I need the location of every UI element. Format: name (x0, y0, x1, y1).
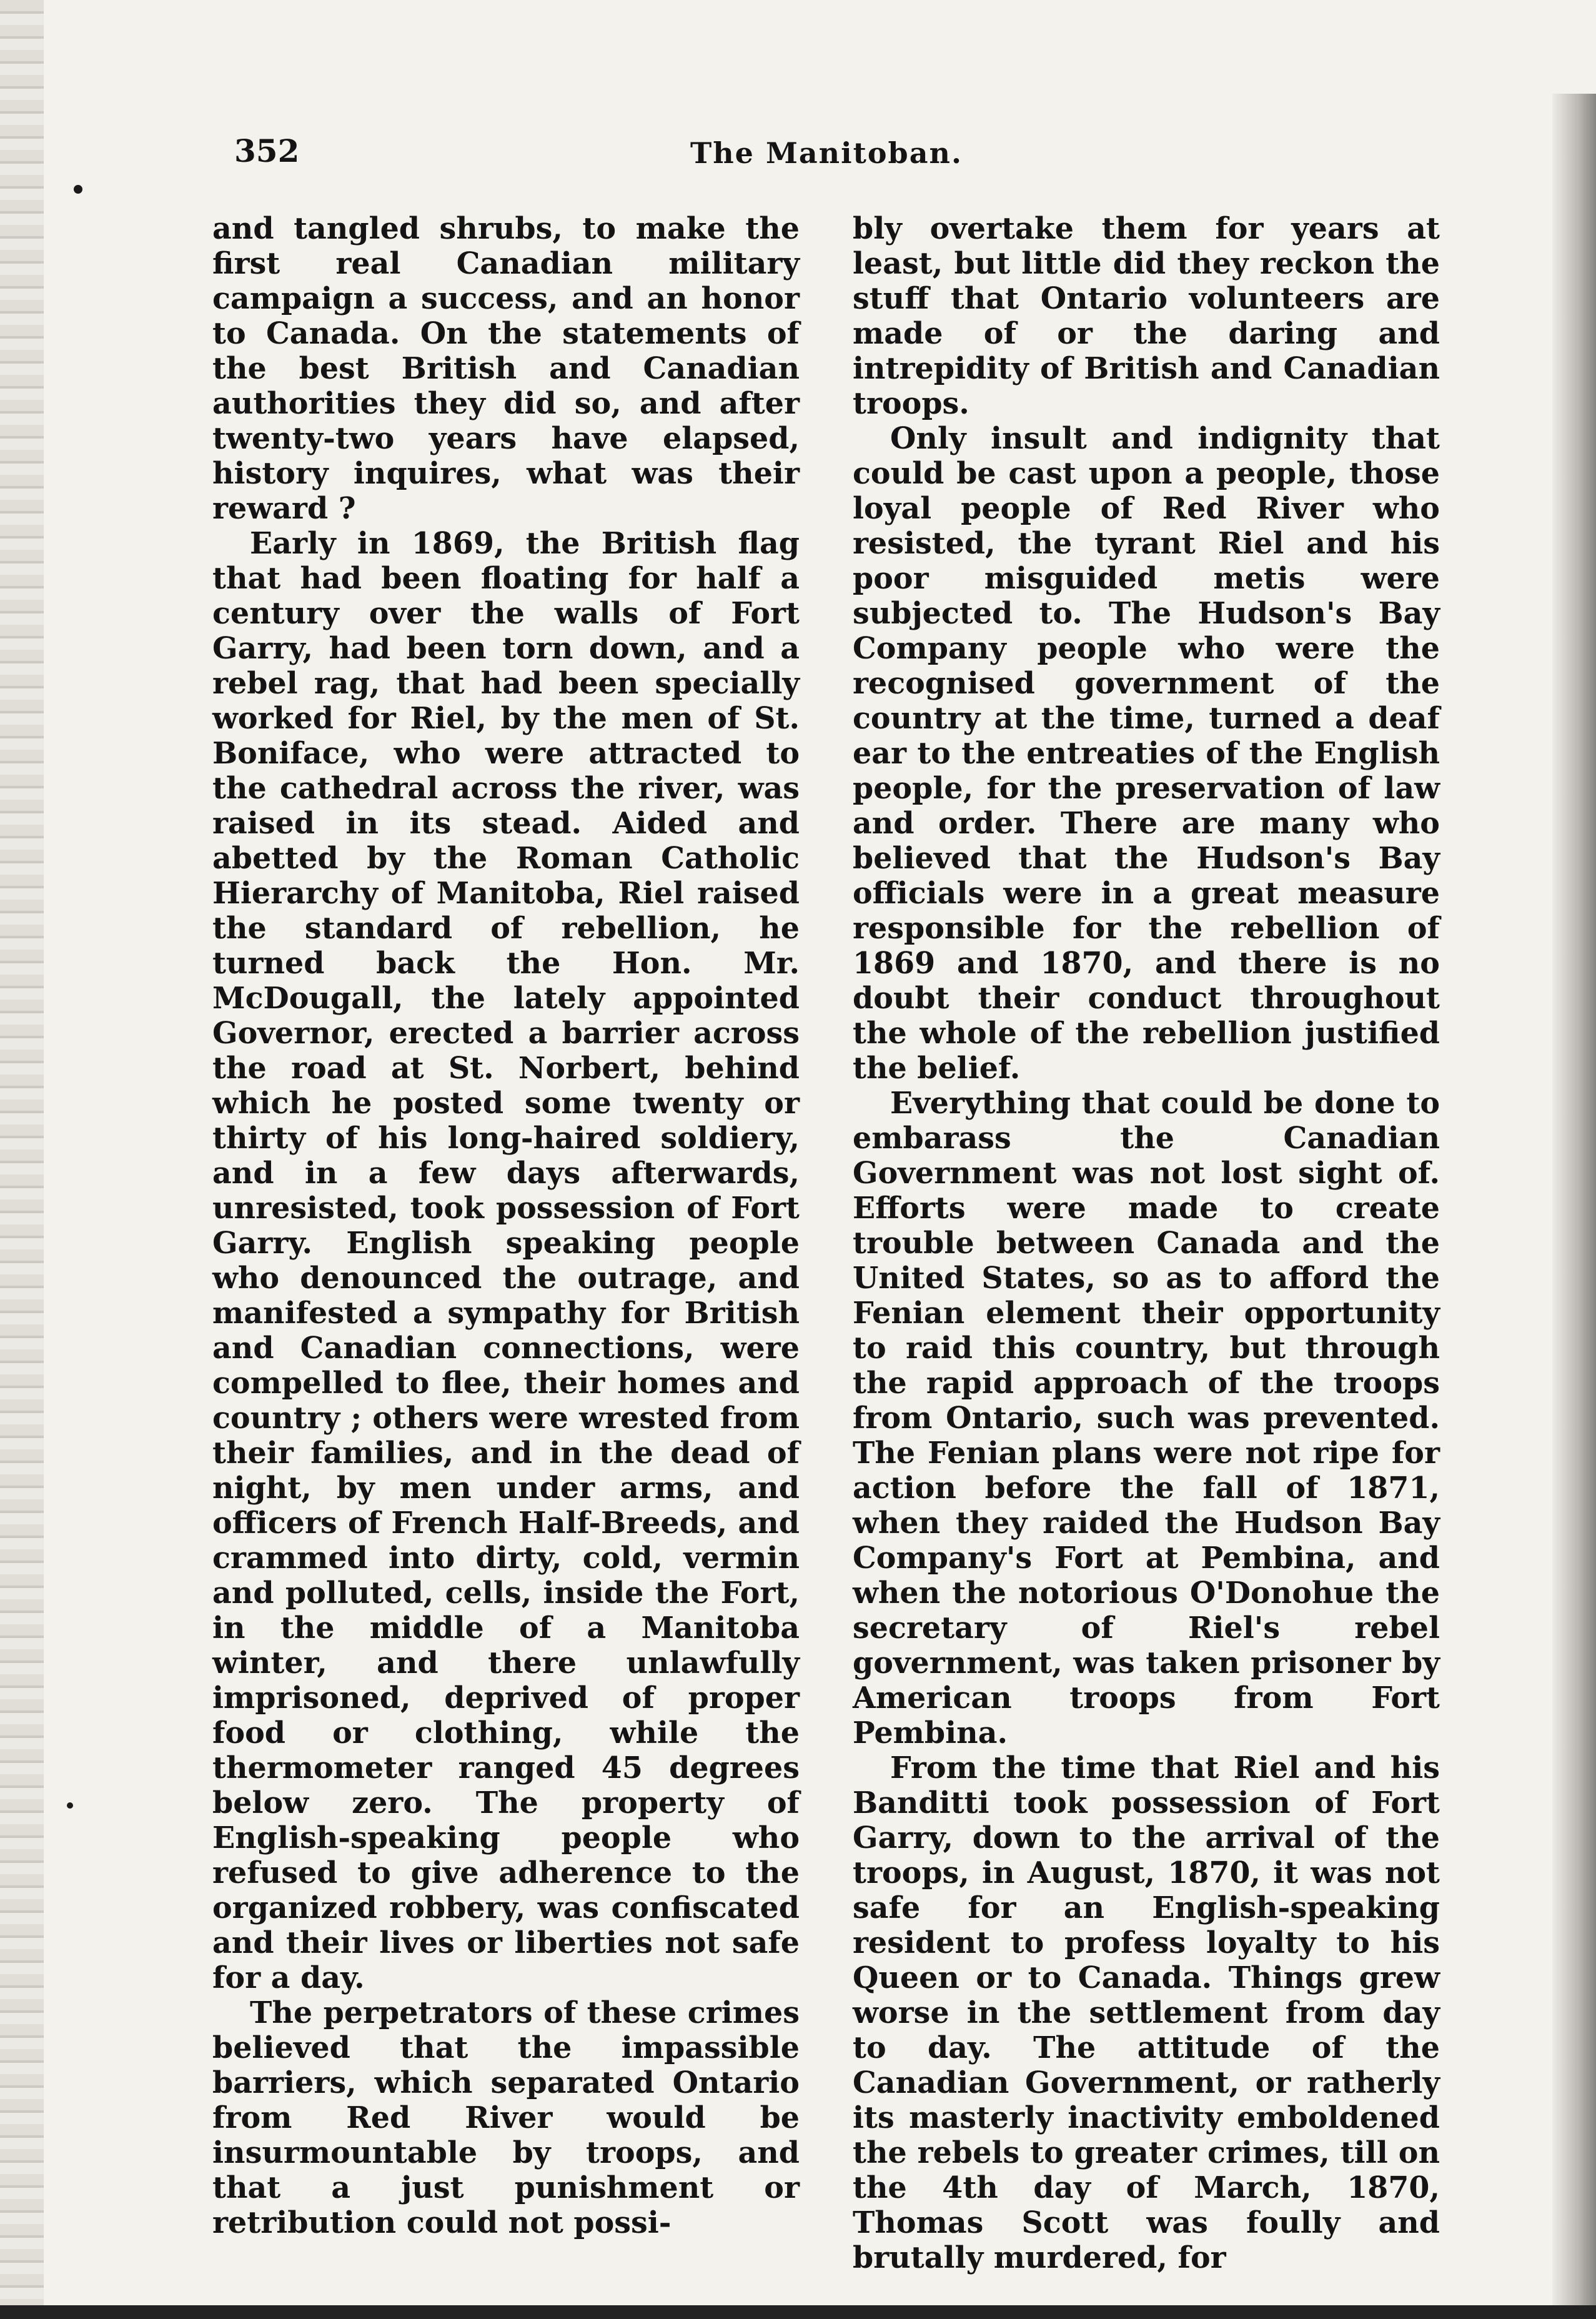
paragraph: Everything that could be done to embarass the Canadian Government was not lost sight of. Efforts were made to create trouble between Canada and the United States, so as to afford the Fenian element their opportunity to raid this country, but through the rapid approach of the troops from Ontario, such was prevented. The Fenian plans were not ripe for action before the fall of 1871, when they raided the Hudson Bay Company's Fort at Pembina, and when the notorious O'Donohue the secretary of Riel's rebel government, was taken prisoner by American troops from Fort Pembina. (853, 1086, 1440, 1750)
ink-speck (67, 1802, 73, 1809)
paragraph: Only insult and indignity that could be cast upon a people, those loyal people of Red River who resisted, the tyrant Riel and his poor misguided metis were subjected to. The Hudson's Bay Company people who were the recognised government of the country at the time, turned a deaf ear to the entreaties of the English people, for the preservation of law and order. There are many who believed that the Hudson's Bay officials were in a great measure responsible for the rebellion of 1869 and 1870, and there is no doubt their conduct throughout the whole of the rebellion justified the belief. (853, 421, 1440, 1086)
paragraph: From the time that Riel and his Banditti took possession of Fort Garry, down to the arrival of the troops, in August, 1870, it was not safe for an English-speaking resident to profess loyalty to his Queen or to Canada. Things grew worse in the settlement from day to day. The attitude of the Canadian Government, or ratherly its masterly inactivity emboldened the rebels to greater crimes, till on the 4th day of March, 1870, Thomas Scott was foully and brutally murdered, for (853, 1750, 1440, 2275)
page-shadow-edge (1552, 94, 1596, 2319)
paragraph: The perpetrators of these crimes believed that the impassible barriers, which separated Ontario from Red River would be insurmountable by troops, and that a just punishment or retribution could not possi- (212, 1995, 800, 2240)
paragraph: Early in 1869, the British flag that had been floating for half a century over the walls of Fort Garry, had been torn down, and a rebel rag, that had been specially worked for Riel, by the men of St. Boniface, who were attracted to the cathedral across the river, was raised in its stead. Aided and abetted by the Roman Catholic Hierarchy of Manitoba, Riel raised the standard of rebellion, he turned back the Hon. Mr. McDougall, the lately appointed Governor, erected a barrier across the road at St. Norbert, behind which he posted some twenty or thirty of his long-haired soldiery, and in a few days afterwards, unresisted, took possession of Fort Garry. English speaking people who denounced the outrage, and manifested a sympathy for British and Canadian connections, were compelled to flee, their homes and country ; others were wrested from their families, and in the dead of night, by men under arms, and officers of French Half-Breeds, and crammed into dirty, cold, vermin and polluted, cells, inside the Fort, in the middle of a Manitoba winter, and there unlawfully imprisoned, deprived of proper food or clothing, while the thermometer ranged 45 degrees below zero. The property of English-speaking people who refused to give adherence to the organized robbery, was confiscated and their lives or liberties not safe for a day. (212, 526, 800, 1995)
left-column (212, 211, 800, 2240)
paragraph: and tangled shrubs, to make the first real Canadian military campaign a success, and an honor to Canada. On the statements of the best British and Canadian authorities they did so, and after twenty-two years have elapsed, history inquires, what was their reward ? (212, 211, 800, 526)
paragraph: bly overtake them for years at least, but little did they reckon the stuff that Ontario volunteers are made of or the daring and intrepidity of British and Canadian troops. (853, 211, 1440, 421)
ink-speck (74, 185, 82, 194)
right-column (853, 211, 1440, 2275)
page-number: 352 (234, 132, 300, 169)
binding-edge (0, 0, 44, 2319)
running-head: The Manitoban. (690, 136, 963, 170)
bottom-edge (0, 2305, 1596, 2319)
